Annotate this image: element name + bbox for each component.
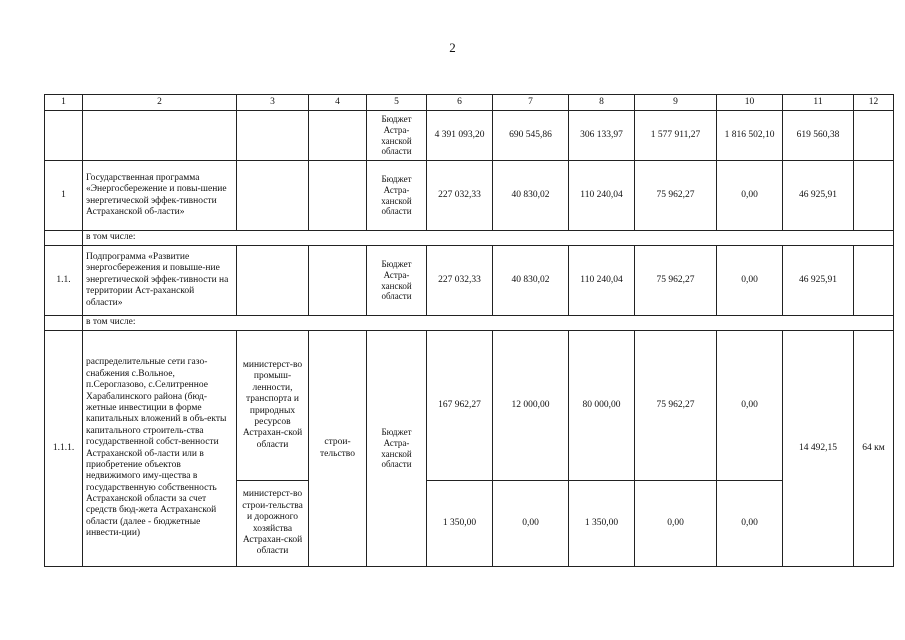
header-cell: 6: [427, 95, 493, 111]
header-row: [45, 95, 894, 111]
item-row: [45, 331, 894, 481]
executor-2-v10: 0,00: [717, 481, 783, 567]
item-name: распределительные сети газо-снабжения с.Вольное, п.Сероглазово, с.Селитренное Харабалинского района (бюд-жетные инвестиции в форме капитальных вложений в объ-екты капитального строитель-ства государственной собст-венности Астраханской об-ласти или в приобретение объектов недвижимого иму-щества в государственную собственность Астраханской области за счет средств бюд-жета Астраханской области (далее - бюджетные инвести-ции): [83, 331, 237, 567]
subprogram-budget: Бюджет Астра-ханской области: [367, 246, 427, 316]
program-v11: 46 925,91: [783, 161, 854, 231]
header-cell: 12: [854, 95, 894, 111]
item-budget: Бюджет Астра-ханской области: [367, 331, 427, 567]
header-cell: 1: [45, 95, 83, 111]
item-v11: 14 492,15: [783, 331, 854, 567]
header-cell: 5: [367, 95, 427, 111]
executor-2-v9: 0,00: [635, 481, 717, 567]
header-cell: 2: [83, 95, 237, 111]
item-work-type: строи-тельство: [309, 331, 367, 567]
subprogram-v7: 40 830,02: [493, 246, 569, 316]
total-executor-cell: [237, 111, 309, 161]
executor-1-name: министерст-во промыш-ленности, транспорта и природных ресурсов Астрахан-ской области: [237, 331, 309, 481]
program-v6: 227 032,33: [427, 161, 493, 231]
executor-2-v6: 1 350,00: [427, 481, 493, 567]
subprogram-v12: [854, 246, 894, 316]
program-v12: [854, 161, 894, 231]
subprogram-name: Подпрограмма «Развитие энергосбережения и повыше-ние энергетической эффек-тивности на территории Аст-раханской области»: [83, 246, 237, 316]
executor-2-v8: 1 350,00: [569, 481, 635, 567]
total-v12: [854, 111, 894, 161]
header-cell: 7: [493, 95, 569, 111]
total-v11: 619 560,38: [783, 111, 854, 161]
executor-1-v7: 12 000,00: [493, 331, 569, 481]
program-v8: 110 240,04: [569, 161, 635, 231]
total-name-cell: [83, 111, 237, 161]
subprogram-num: 1.1.: [45, 246, 83, 316]
program-v7: 40 830,02: [493, 161, 569, 231]
program-v9: 75 962,27: [635, 161, 717, 231]
program-budget: Бюджет Астра-ханской области: [367, 161, 427, 231]
program-row: [45, 161, 894, 231]
page-number: 2: [449, 40, 456, 55]
header-cell: 4: [309, 95, 367, 111]
header-cell: 9: [635, 95, 717, 111]
subprogram-v9: 75 962,27: [635, 246, 717, 316]
total-v6: 4 391 093,20: [427, 111, 493, 161]
header-cell: 10: [717, 95, 783, 111]
executor-2-v7: 0,00: [493, 481, 569, 567]
executor-1-v10: 0,00: [717, 331, 783, 481]
program-num: 1: [45, 161, 83, 231]
header-cell: 8: [569, 95, 635, 111]
subprogram-v6: 227 032,33: [427, 246, 493, 316]
including-label: в том числе:: [83, 316, 894, 331]
subprogram-v11: 46 925,91: [783, 246, 854, 316]
header-cell: 3: [237, 95, 309, 111]
total-v10: 1 816 502,10: [717, 111, 783, 161]
program-name: Государственная программа «Энергосбережение и повы-шение энергетической эффек-тивности Астраханской об-ласти»: [83, 161, 237, 231]
program-v10: 0,00: [717, 161, 783, 231]
subprogram-executor: [237, 246, 309, 316]
total-v7: 690 545,86: [493, 111, 569, 161]
item-num: 1.1.1.: [45, 331, 83, 567]
subprogram-v8: 110 240,04: [569, 246, 635, 316]
program-work: [309, 161, 367, 231]
including-row: [45, 316, 894, 331]
subprogram-row: [45, 246, 894, 316]
subprogram-work: [309, 246, 367, 316]
total-v9: 1 577 911,27: [635, 111, 717, 161]
total-work-cell: [309, 111, 367, 161]
including-num-cell: [45, 231, 83, 246]
including-num-cell: [45, 316, 83, 331]
total-budget: Бюджет Астра-ханской области: [367, 111, 427, 161]
total-row: [45, 111, 894, 161]
executor-2-name: министерст-во строи-тельства и дорожного хозяйства Астрахан-ской области: [237, 481, 309, 567]
executor-1-v6: 167 962,27: [427, 331, 493, 481]
including-label: в том числе:: [83, 231, 894, 246]
budget-table: [44, 94, 894, 567]
item-v12: 64 км: [854, 331, 894, 567]
including-row: [45, 231, 894, 246]
header-cell: 11: [783, 95, 854, 111]
program-executor: [237, 161, 309, 231]
total-v8: 306 133,97: [569, 111, 635, 161]
total-num-cell: [45, 111, 83, 161]
subprogram-v10: 0,00: [717, 246, 783, 316]
executor-1-v9: 75 962,27: [635, 331, 717, 481]
executor-1-v8: 80 000,00: [569, 331, 635, 481]
